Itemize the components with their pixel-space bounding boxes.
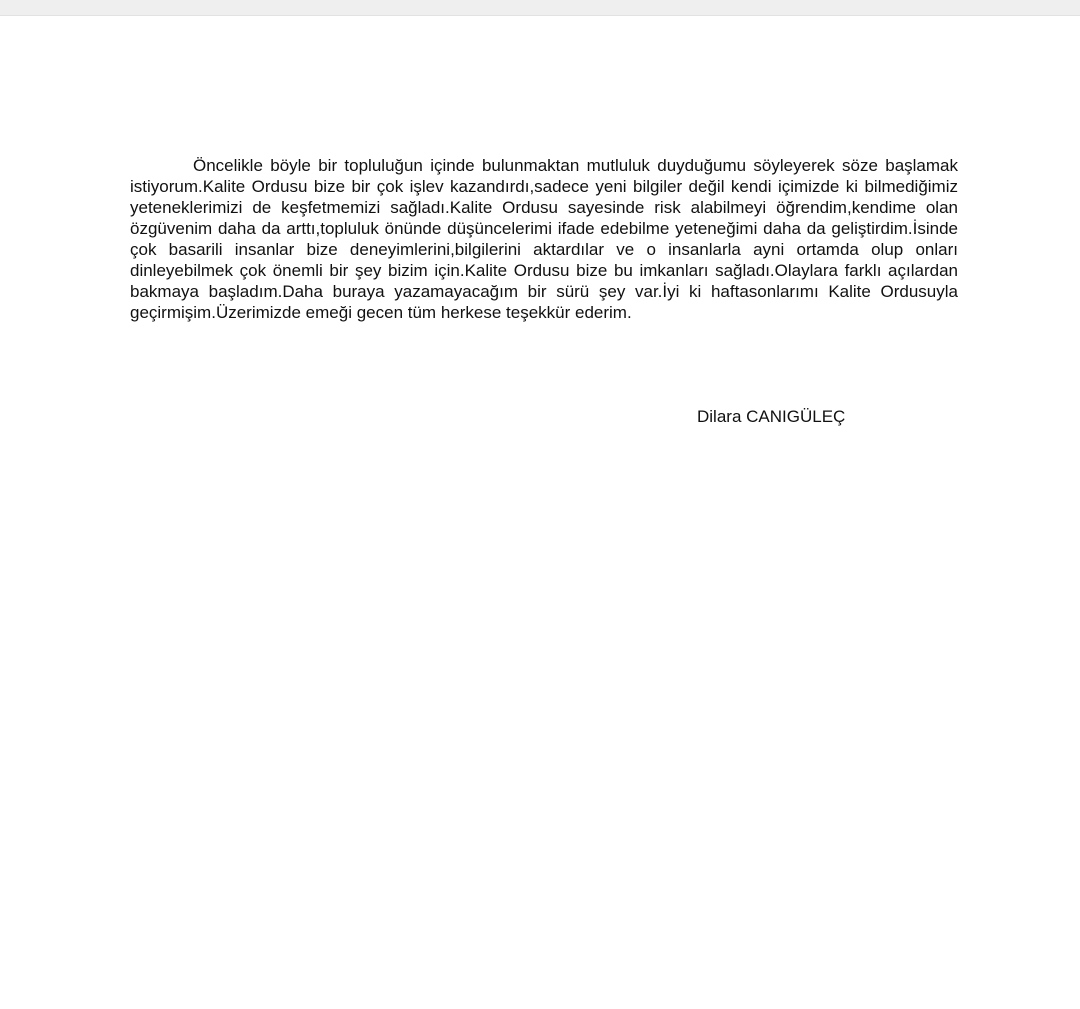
page-top-margin-bar: [0, 0, 1080, 16]
signature-name: Dilara CANIGÜLEÇ: [697, 407, 846, 426]
letter-body-paragraph: Öncelikle böyle bir topluluğun içinde bulunmaktan mutluluk duyduğumu söyleyerek söze başlamak istiyorum.Kalite Ordusu bize bir çok işlev kazandırdı,sadece yeni bilgiler değil kendi içimizde ki bilmediğimiz yeteneklerimizi de keşfetmemizi sağladı.Kalite Ordusu sayesinde risk alabilmeyi öğrendim,kendime olan özgüvenim daha da arttı,topluluk önünde düşüncelerimi ifade edebilme yeteneğimi daha da geliştirdim.İsinde çok basarili insanlar bize deneyimlerini,bilgilerini aktardılar ve o insanlarla ayni ortamda olup onları dinleyebilmek çok önemli bir şey bizim için.Kalite Ordusu bize bu imkanları sağladı.Olaylara farklı açılardan bakmaya başladım.Daha buraya yazamayacağım bir sürü şey var.İyi ki haftasonlarımı Kalite Ordusuyla geçirmişim.Üzerimizde emeği gecen tüm herkese teşekkür ederim.: [130, 156, 958, 322]
document-page: [0, 16, 1080, 1009]
